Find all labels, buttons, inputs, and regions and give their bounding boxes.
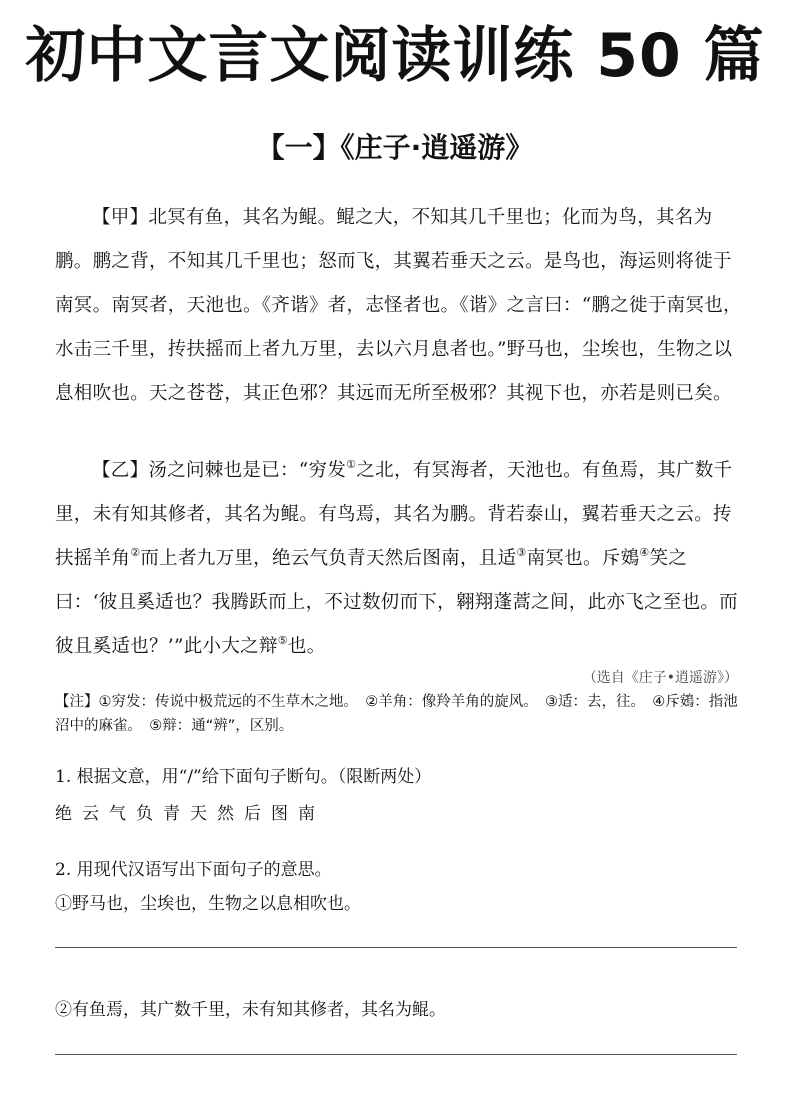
- footnote-ref: ④: [639, 546, 650, 559]
- section-title: 【一】《庄子·逍遥游》: [256, 131, 534, 164]
- passage-yi-text: 南冥也。斥鴳: [526, 548, 640, 569]
- passage-yi-text: 而上者九万里，绝云气负青天然后图南，且适: [140, 548, 517, 569]
- answer-line: [55, 1054, 737, 1055]
- passage-yi: [55, 449, 745, 669]
- passage-yi-text: 之北，有冥海者，天池也。有鱼焉，其广数千里，未有知其修者，其名为鲲。有鸟焉，其名为鹏。背若泰山，翼若垂天之云。抟扶摇羊角: [55, 460, 733, 569]
- footnote-ref: ③: [516, 546, 527, 559]
- footnote-ref: ②: [130, 546, 141, 559]
- passage-jia: 【甲】北冥有鱼，其名为鲲。鲲之大，不知其几千里也；化而为鸟，其名为鹏。鹏之背，不知其几千里也；怒而飞，其翼若垂天之云。是鸟也，海运则将徙于南冥。南冥者，天池也。《齐谐》者，志怪者也。《谐》之言曰：“鹏之徙于南冥也，水击三千里，抟扶摇而上者九万里，去以六月息者也。”野马也，尘埃也，生物之以息相吹也。天之苍苍，其正色邪？其远而无所至极邪？其视下也，亦若是则已矣。: [55, 207, 742, 404]
- footnote-ref: ⑤: [277, 634, 288, 647]
- passage-yi-text: 也。: [287, 636, 326, 657]
- page-title: 初中文言文阅读训练 50 篇: [25, 21, 765, 91]
- question-1: 1. 根据文意，用“/”给下面句子断句。（限断两处）: [55, 767, 432, 787]
- answer-line: [55, 947, 737, 948]
- question-2: 2. 用现代汉语写出下面句子的意思。: [55, 860, 332, 880]
- footnote-ref: ①: [346, 458, 357, 471]
- question-1-sentence: 绝云气负青天然后图南: [55, 804, 325, 824]
- annotation-notes: 【注】①穷发：传说中极荒远的不生草木之地。 ②羊角：像羚羊角的旋风。 ③适：去，往。 ④斥鴳：指池沼中的麻雀。 ⑤辩：通“辨”，区别。: [55, 694, 738, 734]
- question-2-item-1: ①野马也，尘埃也，生物之以息相吹也。: [55, 894, 361, 914]
- passage-yi-text: 笑之曰：‘彼且奚适也？我腾跃而上，不过数仞而下，翱翔蓬蒿之间，此亦飞之至也。而彼且奚适也？’”此小大之辩: [55, 548, 738, 657]
- passage-yi-text: 【乙】汤之问棘也是已：“穷发: [92, 460, 347, 481]
- question-2-item-2: ②有鱼焉，其广数千里，未有知其修者，其名为鲲。: [55, 1000, 446, 1020]
- source-citation: （选自《庄子•逍遥游》）: [582, 670, 738, 686]
